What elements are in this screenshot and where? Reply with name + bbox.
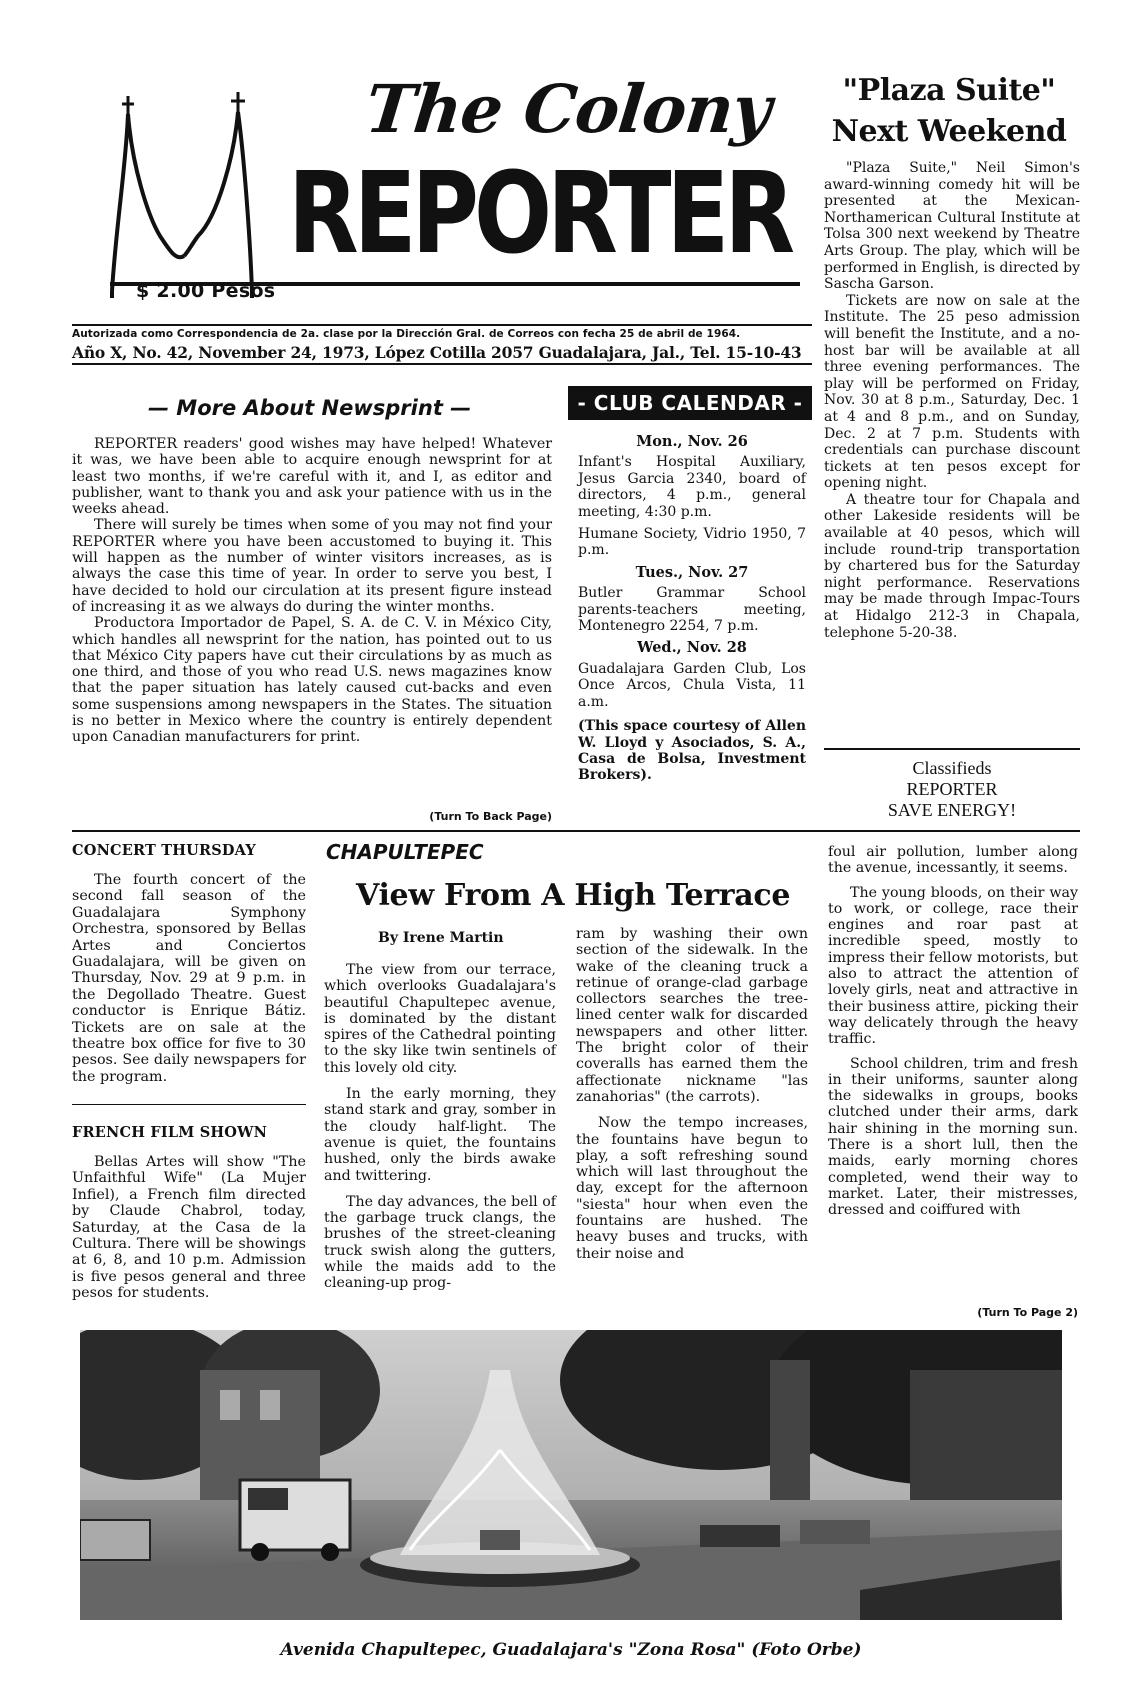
film-heading: FRENCH FILM SHOWN bbox=[72, 1124, 268, 1141]
plaza-article bbox=[824, 160, 1080, 641]
calendar-courtesy: (This space courtesy of Allen W. Lloyd y Asociados, S. A., Casa de Bolsa, Investment Brokers). bbox=[578, 718, 806, 784]
calendar-day: Wed., Nov. 28 bbox=[637, 639, 747, 657]
concert-article bbox=[72, 872, 306, 1085]
calendar-entry: Guadalajara Garden Club, Los Once Arcos, Chula Vista, 11 a.m. bbox=[578, 660, 806, 710]
price-label: $ 2.00 Pesos bbox=[136, 280, 276, 302]
photo-caption: Avenida Chapultepec, Guadalajara's "Zona Rosa" (Foto Orbe) bbox=[280, 1640, 862, 1660]
classifieds-box bbox=[824, 758, 1080, 821]
fountain-photo-illustration bbox=[80, 1330, 1062, 1620]
concert-heading: CONCERT THURSDAY bbox=[72, 842, 256, 859]
newsprint-paragraph: REPORTER readers' good wishes may have helped! Whatever it was, we have been able to acquire enough newsprint for at least two months, if we're careful with it, and I, as editor and publisher, want to thank you and ask your patience with us in the weeks ahead. bbox=[72, 436, 552, 518]
column-rule bbox=[72, 1104, 306, 1105]
calendar-entry: Humane Society, Vidrio 1950, 7 p.m. bbox=[578, 526, 806, 559]
chapultepec-paragraph: School children, trim and fresh in their uniforms, saunter along the sidewalks in groups, books clutched under their arms, dark hair shining in the morning sun. There is a short lull, then the maids, early morning chores completed, wend their way to market. Later, their mistresses, dressed and coiffured with bbox=[828, 1055, 1078, 1219]
chapultepec-paragraph: In the early morning, they stand stark and gray, somber in the cloudy half-light. The avenue is quiet, the fountains hushed, only the birds awake and twittering. bbox=[324, 1086, 556, 1184]
film-article bbox=[72, 1154, 306, 1302]
chapultepec-headline: View From A High Terrace bbox=[356, 878, 791, 913]
chapultepec-paragraph: The young bloods, on their way to work, or college, race their engines and roar past at incredible speed, mostly to impress their fellow motorists, but also to attract the attention of lovely girls, neat and attractive in their business attire, picking their way delicately through the heavy traffic. bbox=[828, 884, 1078, 1048]
plaza-headline: "Plaza Suite" Next Weekend bbox=[831, 73, 1067, 149]
chapultepec-paragraph: ram by washing their own section of the sidewalk. In the wake of the cleaning truck a retinue of orange-clad garbage collectors searches the tree-lined center walk for discarded newspapers and other litter. The bright color of their coveralls has earned them the affectionate nickname "las zanahorias" (the carrots). bbox=[576, 926, 808, 1105]
classifieds-slogan: SAVE ENERGY! bbox=[887, 800, 1017, 820]
newsprint-turn: (Turn To Back Page) bbox=[429, 810, 552, 823]
classifieds-reporter: REPORTER bbox=[906, 779, 998, 799]
chapultepec-byline: By Irene Martin bbox=[378, 930, 504, 946]
film-text: Bellas Artes will show "The Unfaithful Wife" (La Mujer Infiel), a French film directed by Claude Chabrol, today, Saturday, at the Casa de la Cultura. There will be showings at 6, 8, and 10 p.m. Admission is five pesos general and three pesos for students. bbox=[72, 1154, 306, 1302]
classifieds-label: Classifieds bbox=[912, 758, 992, 778]
newsprint-article bbox=[72, 436, 552, 746]
chapultepec-column-1 bbox=[324, 962, 556, 1292]
chapultepec-paragraph: foul air pollution, lumber along the avenue, incessantly, it seems. bbox=[828, 844, 1078, 877]
issue-line: Año X, No. 42, November 24, 1973, López Cotilla 2057 Guadalajara, Jal., Tel. 15-10-43 bbox=[72, 343, 802, 362]
newsprint-paragraph: Productora Importador de Papel, S. A. de C. V. in México City, which handles all newsprint for the nation, has pointed out to us that México City papers have cut their circulations by as much as one third, and those of you who read U.S. news magazines know that the paper situation has lately caused cut-backs and even some suspensions among newspapers in the States. The situation is no better in Mexico where the country is entirely dependent upon Canadian manufacturers for print. bbox=[72, 615, 552, 746]
masthead-reporter-title: REPORTER bbox=[288, 149, 791, 279]
chapultepec-paragraph: Now the tempo increases, the fountains have begun to play, a soft refreshing sound which will last throughout the day, except for the afternoon "siesta" hour when even the fountains are hushed. The heavy buses and trucks, with their noise and bbox=[576, 1115, 808, 1262]
avenue-photo bbox=[80, 1330, 1062, 1620]
calendar-entry: Infant's Hospital Auxiliary, Jesus Garcia 2340, board of directors, 4 p.m., general meeting, 4:30 p.m. bbox=[578, 454, 806, 520]
chapultepec-turn: (Turn To Page 2) bbox=[977, 1306, 1078, 1319]
club-calendar-heading: - CLUB CALENDAR - bbox=[568, 386, 812, 420]
calendar-entry: Butler Grammar School parents-teachers meeting, Montenegro 2254, 7 p.m. bbox=[578, 585, 806, 635]
calendar-day: Mon., Nov. 26 bbox=[636, 433, 748, 450]
plaza-paragraph: "Plaza Suite," Neil Simon's award-winning comedy hit will be presented at the Mexican-Northamerican Cultural Institute at Tolsa 300 next weekend by Theatre Arts Group. The play, which will be performed in English, is directed by Sascha Garson. bbox=[824, 160, 1080, 293]
plaza-paragraph: Tickets are now on sale at the Institute. The 25 peso admission will benefit the Institute, and a no-host bar will be available at all three evening performances. The play will be performed on Friday, Nov. 30 at 8 p.m., Saturday, Dec. 1 at 4 and 8 p.m., and on Sunday, Dec. 2 at 7 p.m. Students with credentials can purchase discount tickets at ten pesos except for opening night. bbox=[824, 292, 1080, 492]
masthead-rule bbox=[72, 324, 812, 326]
newsprint-heading: — More About Newsprint — bbox=[148, 396, 472, 420]
calendar-day: Tues., Nov. 27 bbox=[635, 563, 749, 581]
postal-authorization: Autorizada como Correspondencia de 2a. clase por la Dirección Gral. de Correos con fecha 25 de abril de 1964. bbox=[72, 328, 741, 340]
club-calendar bbox=[578, 428, 806, 784]
masthead-script-title: The Colony bbox=[361, 70, 775, 148]
concert-text: The fourth concert of the second fall season of the Guadalajara Symphony Orchestra, sponsored by Bellas Artes and Conciertos Guadalajara, will be given on Thursday, Nov. 29 at 9 p.m. in the Degollado Theatre. Guest conductor is Enrique Bátiz. Tickets are on sale at the theatre box office for five to 30 pesos. See daily newspapers for the program. bbox=[72, 872, 306, 1085]
chapultepec-column-3 bbox=[828, 844, 1078, 1219]
chapultepec-column-2 bbox=[576, 926, 808, 1262]
section-divider bbox=[72, 830, 1080, 832]
chapultepec-paragraph: The day advances, the bell of the garbage truck clangs, the brushes of the street-cleaning truck swish along the gutters, while the maids add to the cleaning-up prog- bbox=[324, 1193, 556, 1292]
classifieds-rule bbox=[824, 748, 1080, 750]
plaza-paragraph: A theatre tour for Chapala and other Lakeside residents will be available at 40 pesos, which will include round-trip transportation by chartered bus for the Saturday night performance. Reservations may be made through Impac-Tours at Hidalgo 212-3 in Chapala, telephone 5-20-38. bbox=[824, 491, 1080, 641]
chapultepec-kicker: CHAPULTEPEC bbox=[326, 840, 484, 864]
issue-rule bbox=[72, 363, 812, 365]
newsprint-paragraph: There will surely be times when some of you may not find your REPORTER where you have been accustomed to buying it. This will happen as the number of winter visitors increases, as is always the case this time of year. In order to serve you best, I have decided to hold our circulation at its present figure instead of increasing it as we always do during the winter months. bbox=[72, 517, 552, 615]
chapultepec-paragraph: The view from our terrace, which overlooks Guadalajara's beautiful Chapultepec avenue, is dominated by the distant spires of the Cathedral pointing to the sky like twin sentinels of this lovely old city. bbox=[324, 962, 556, 1076]
